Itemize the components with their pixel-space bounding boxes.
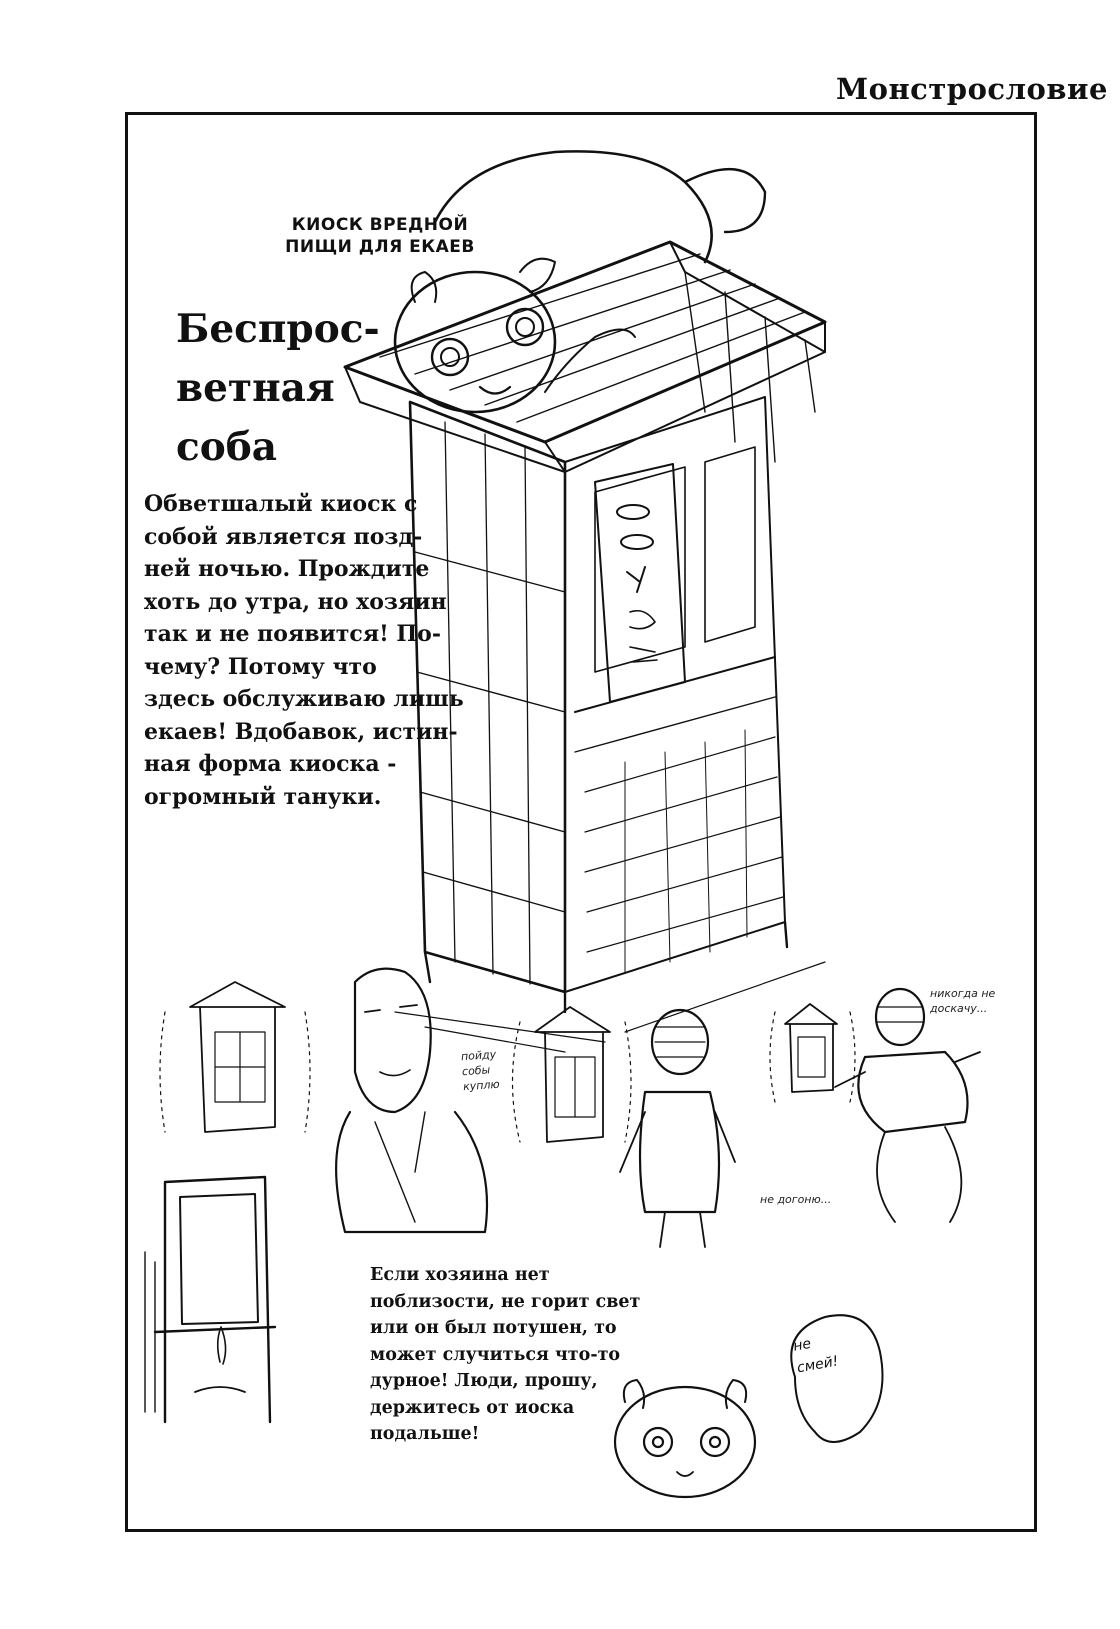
- note-line: куплю: [462, 1077, 501, 1094]
- description-line: здесь обслуживаю лишь: [144, 686, 464, 712]
- kiosk-label: [280, 214, 480, 258]
- small-kiosk-3: [770, 1004, 855, 1102]
- description-line: ней ночью. Прождите: [144, 556, 430, 582]
- kiosk-label-line: КИОСК ВРЕДНОЙ: [291, 215, 469, 235]
- note-buy: [460, 1047, 500, 1094]
- title-line: ветная: [176, 365, 335, 411]
- description-text: [144, 488, 464, 813]
- description-line: екаев! Вдобавок, истин-: [144, 718, 458, 745]
- warning-line: держитесь от иоска: [370, 1397, 575, 1418]
- warning-text: [370, 1262, 640, 1448]
- article-title: [176, 300, 380, 477]
- small-kiosk-1: [160, 982, 310, 1132]
- note-line: собы: [461, 1063, 491, 1079]
- description-line: так и не появится! По-: [144, 621, 441, 647]
- kiosk-label-line: ПИЩИ ДЛЯ ЕКАЕВ: [285, 237, 475, 257]
- description-line: ная форма киоска -: [144, 751, 397, 777]
- note-line: никогда не: [930, 987, 996, 1000]
- warning-line: поблизости, не горит свет: [370, 1291, 641, 1312]
- warning-line: подальше!: [370, 1424, 480, 1444]
- bubble-line: смей!: [795, 1353, 840, 1377]
- warning-line: дурное! Люди, прошу,: [370, 1371, 598, 1391]
- warning-line: может случиться что-то: [370, 1344, 621, 1365]
- description-line: Обветшалый киоск с: [144, 491, 418, 517]
- page-header-title: Монстрословие: [836, 72, 1108, 106]
- title-line: Беспрос-: [176, 306, 380, 352]
- note-line: доскачу...: [930, 1002, 988, 1015]
- speech-bubble-text: [791, 1329, 840, 1380]
- small-kiosk-2: [513, 1007, 632, 1142]
- note-never: [930, 986, 995, 1016]
- warning-line: Если хозяина нет: [370, 1265, 550, 1285]
- description-line: собой является позд-: [144, 523, 423, 550]
- boy-walking-drawing: [620, 1010, 735, 1247]
- bubble-line: не: [792, 1335, 813, 1355]
- description-line: чему? Потому что: [144, 653, 377, 680]
- note-catch: [760, 1192, 831, 1207]
- description-line: хоть до утра, но хозяин: [144, 588, 447, 615]
- man-portrait-drawing: [336, 969, 487, 1232]
- title-line: соба: [176, 424, 278, 470]
- note-line: не догоню...: [760, 1193, 832, 1206]
- lantern-kiosk-drawing: [145, 1177, 275, 1422]
- boy-running-drawing: [835, 989, 980, 1222]
- note-line: пойду: [460, 1047, 497, 1064]
- description-line: огромный тануки.: [144, 783, 382, 810]
- warning-line: или он был потушен, то: [370, 1318, 617, 1338]
